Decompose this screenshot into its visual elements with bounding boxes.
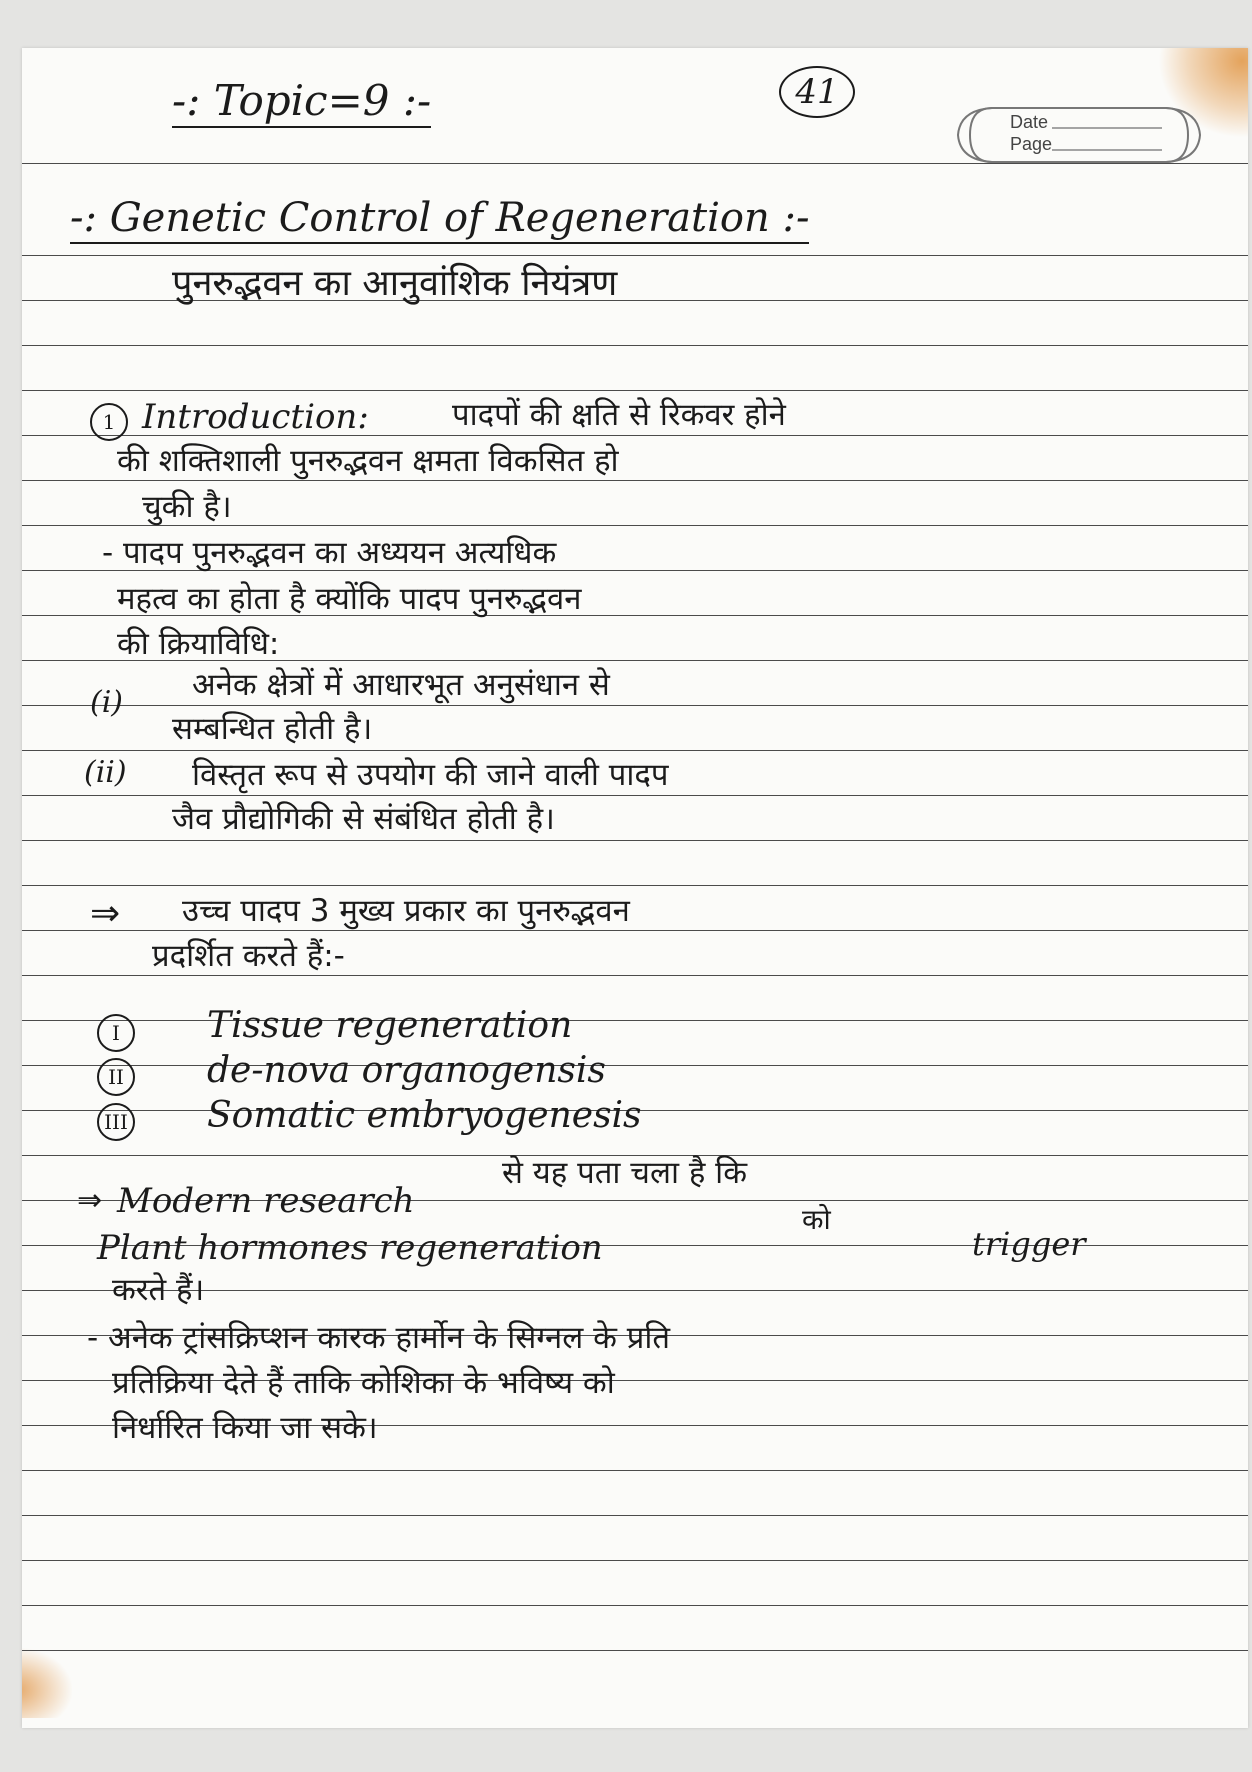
arrow-icon: ⇒ xyxy=(77,1183,103,1218)
modern-line: प्रतिक्रिया देते हैं ताकि कोशिका के भविष्य को xyxy=(112,1365,615,1401)
title-hindi: पुनरुद्भवन का आनुवांशिक नियंत्रण xyxy=(172,263,618,304)
types-intro-line: उच्च पादप 3 मुख्य प्रकार का पुनरुद्भवन xyxy=(182,893,630,929)
type-marker: II xyxy=(97,1058,135,1096)
date-page-stamp xyxy=(952,100,1204,170)
modern-line: निर्धारित किया जा सके। xyxy=(112,1410,378,1446)
paper-stain xyxy=(22,1648,72,1718)
modern-line: करते हैं। xyxy=(112,1272,205,1308)
modern-hindi-above: से यह पता चला है कि xyxy=(502,1155,748,1191)
intro-marker: 1 xyxy=(90,403,128,441)
type-item: Tissue regeneration xyxy=(207,1005,573,1046)
reason-marker: (ii) xyxy=(84,755,127,790)
types-intro-line: प्रदर्शित करते हैं:- xyxy=(152,938,345,974)
intro-line: पादपों की क्षति से रिकवर होने xyxy=(452,397,786,433)
modern-line: Plant hormones regeneration xyxy=(97,1228,603,1268)
type-marker: III xyxy=(97,1103,135,1141)
modern-line: को xyxy=(802,1203,831,1236)
page-number: 41 xyxy=(779,66,855,118)
reason-line: सम्बन्धित होती है। xyxy=(172,711,373,747)
intro-line: महत्व का होता है क्योंकि पादप पुनरुद्भवन xyxy=(117,581,582,617)
title-english: -: Genetic Control of Regeneration :- xyxy=(70,198,809,244)
reason-line: जैव प्रौद्योगिकी से संबंधित होती है। xyxy=(172,801,555,837)
intro-line: - पादप पुनरुद्भवन का अध्ययन अत्यधिक xyxy=(102,535,557,571)
intro-line: चुकी है। xyxy=(142,489,232,525)
page-label: Page xyxy=(1010,134,1053,154)
topic-heading: -: Topic=9 :- xyxy=(172,80,431,128)
intro-line: की शक्तिशाली पुनरुद्भवन क्षमता विकसित हो xyxy=(117,443,619,479)
type-marker: I xyxy=(97,1014,135,1052)
intro-label: Introduction: xyxy=(142,397,369,437)
modern-label: Modern research xyxy=(117,1181,415,1221)
reason-marker: (i) xyxy=(90,685,124,720)
notebook-page xyxy=(22,48,1248,1728)
arrow-icon: ⇒ xyxy=(90,893,121,934)
type-item: de-nova organogensis xyxy=(207,1050,606,1091)
modern-line: trigger xyxy=(972,1225,1086,1263)
reason-line: विस्तृत रूप से उपयोग की जाने वाली पादप xyxy=(192,757,669,793)
reason-line: अनेक क्षेत्रों में आधारभूत अनुसंधान से xyxy=(192,667,610,703)
date-label: Date xyxy=(1010,112,1049,132)
modern-line: - अनेक ट्रांसक्रिप्शन कारक हार्मोन के सिग्नल के प्रति xyxy=(87,1320,671,1356)
date-stamp-frame-icon xyxy=(952,100,1204,170)
intro-line: की क्रियाविधि: xyxy=(117,626,280,662)
type-item: Somatic embryogenesis xyxy=(207,1095,642,1136)
